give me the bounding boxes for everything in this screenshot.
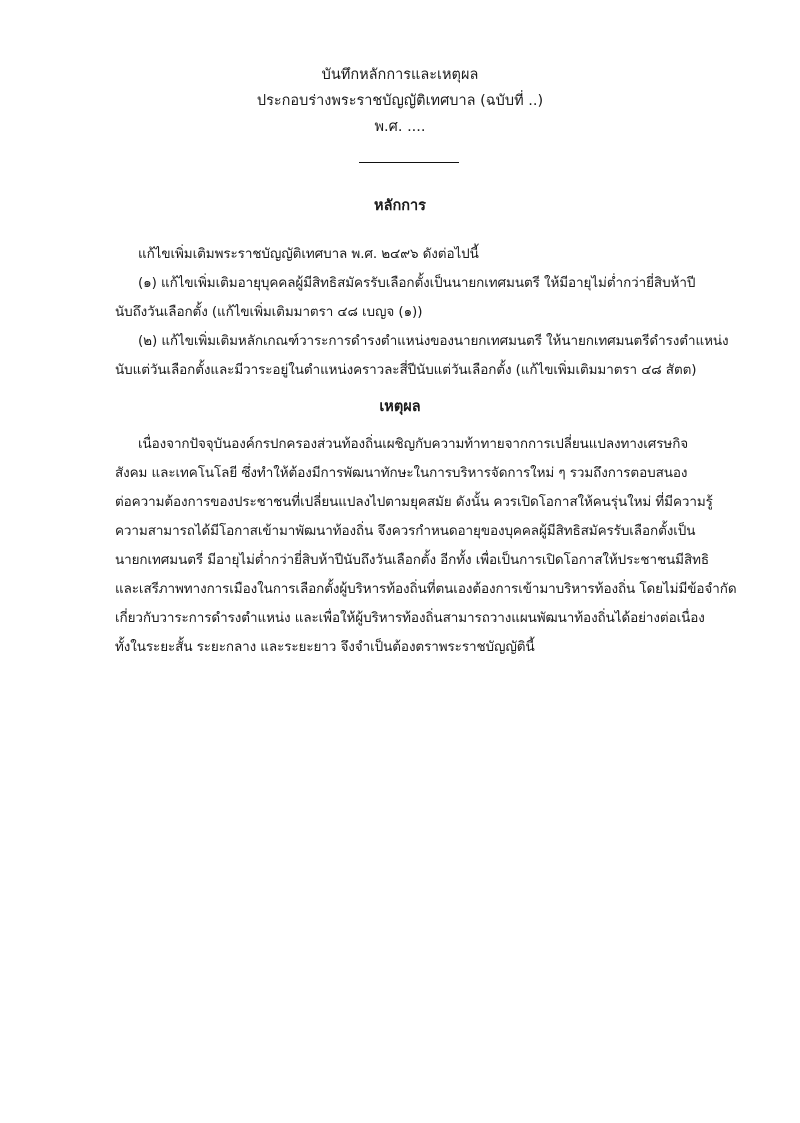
header-divider: [359, 162, 459, 163]
principles-heading: หลักการ: [374, 198, 426, 214]
reasons-heading: เหตุผล: [379, 399, 421, 415]
reasons-line: เนื่องจากปัจจุบันองค์กรปกครองส่วนท้องถิ่นเผชิญกับความท้าทายจากการเปลี่ยนแปลงทางเศรษกิจ: [138, 436, 689, 452]
principles-line: นับถึงวันเลือกตั้ง (แก้ไขเพิ่มเติมมาตรา ๔๘ เบญจ (๑)): [115, 304, 423, 320]
reasons-line: เกี่ยวกับวาระการดำรงตำแหน่ง และเพื่อให้ผู้บริหารท้องถิ่นสามารถวางแผนพัฒนาท้องถิ่นได้อย่างต่อเนื่อง: [115, 610, 705, 626]
reasons-line: นายกเทศมนตรี มีอายุไม่ต่ำกว่ายี่สิบห้าปีนับถึงวันเลือกตั้ง อีกทั้ง เพื่อเป็นการเปิดโอกาสให้ประชาชนมีสิทธิ: [115, 552, 710, 568]
principles-line: (๑) แก้ไขเพิ่มเติมอายุบุคคลผู้มีสิทธิสมัครรับเลือกตั้งเป็นนายกเทศมนตรี ให้มีอายุไม่ต่ำกว่ายี่สิบห้าปี: [138, 275, 696, 291]
document-header: [0, 62, 800, 140]
principles-line: แก้ไขเพิ่มเติมพระราชบัญญัติเทศบาล พ.ศ. ๒๔๙๖ ดังต่อไปนี้: [138, 246, 479, 262]
bill-title: ประกอบร่างพระราชบัญญัติเทศบาล (ฉบับที่ ..): [256, 93, 544, 109]
reasons-line: ต่อความต้องการของประชาชนที่เปลี่ยนแปลงไปตามยุคสมัย ดังนั้น ควรเปิดโอกาสให้คนรุ่นใหม่ ที่มีความรู้: [115, 494, 713, 510]
reasons-line: และเสรีภาพทางการเมืองในการเลือกตั้งผู้บริหารท้องถิ่นที่ตนเองต้องการเข้ามาบริหารท้องถิ่น โดยไม่มีข้อจำกัด: [115, 581, 737, 597]
memo-title: บันทึกหลักการและเหตุผล: [321, 67, 479, 83]
principles-line: นับแต่วันเลือกตั้งและมีวาระอยู่ในตำแหน่งคราวละสี่ปีนับแต่วันเลือกตั้ง (แก้ไขเพิ่มเติมมาตรา ๔๘ สัตต): [115, 362, 697, 378]
principles-line: (๒) แก้ไขเพิ่มเติมหลักเกณฑ์วาระการดำรงตำแหน่งของนายกเทศมนตรี ให้นายกเทศมนตรีดำรงตำแหน่ง: [138, 333, 729, 349]
principles-section: [115, 240, 751, 385]
reasons-line: ความสามารถได้มีโอกาสเข้ามาพัฒนาท้องถิ่น จึงควรกำหนดอายุของบุคคลผู้มีสิทธิสมัครรับเลือกตั้งเป็น: [115, 523, 696, 539]
reasons-line: สังคม และเทคโนโลยี ซึ่งทำให้ต้องมีการพัฒนาทักษะในการบริหารจัดการใหม่ ๆ รวมถึงการตอบสนอง: [115, 465, 688, 481]
reasons-line: ทั้งในระยะสั้น ระยะกลาง และระยะยาว จึงจำเป็นต้องตราพระราชบัญญัตินี้: [115, 639, 535, 655]
reasons-section: [115, 430, 751, 662]
bill-year: พ.ศ. ....: [374, 119, 426, 135]
